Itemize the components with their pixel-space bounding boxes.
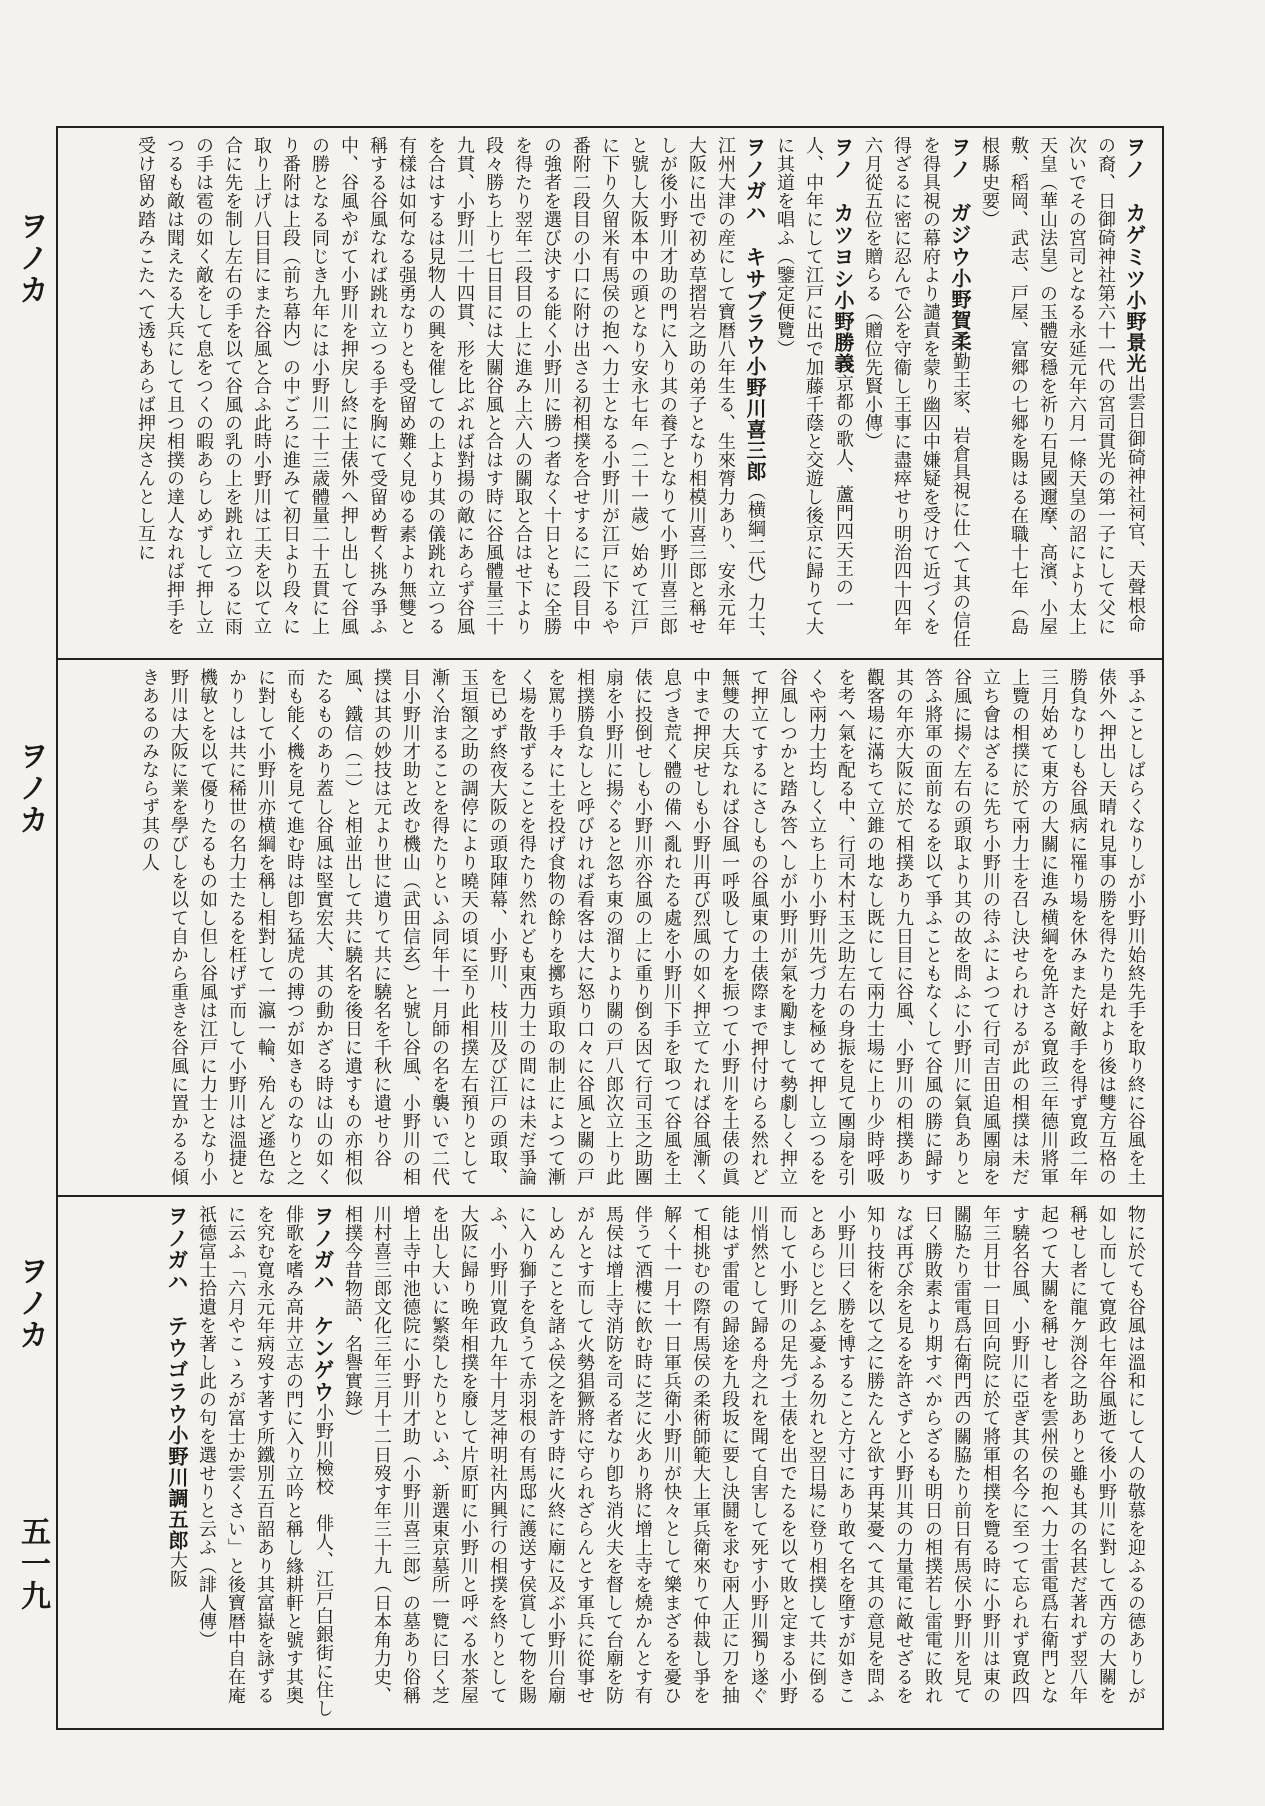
entry-text: 爭ふことしばらくなりしが小野川始終先手を取り終に谷風を土俵外へ押出し天晴れ見事の勝を得たり是れより後は雙方互格の勝負なりしも谷風病に罹り場を休みまた好敵手を得ず寛政二年三月始めて東方の大關に進み横綱を免許さる寛政三年德川將軍上覽の相撲に於て兩力士を召し決せられけるが此の相撲は未だ立ち會はざるに先ち小野川の待ふによつて行司吉田追風團扇を谷風に揚ぐ左右の頭取より其の故を問ふに小野川に氣負ありと答ふ將軍の面前なるを以て爭ふこともなくして谷風の勝に歸す其の年亦大阪に於て相撲あり九日目に谷風、小野川の相撲あり觀客場に滿ちて立錐の地なし既にして兩力士場に上り少時呼吸を考へ氣を配る中、行司木村玉之助左右の身振を見て團扇を引くや兩力士均しく立ち上り小野川先づ力を極めて押し立つるを谷風しつかと踏み答へしが小野川が氣を勵まして勢劇しく押立て押立てするにさしもの谷風東の土俵際まで押付けらる然れど無雙の大兵なれば谷風一呼吸して力を振つて小野川を土俵の眞中まで押戻せしも小野川再び烈風の如く押立てたれば谷風漸く息づき荒く體の備へ亂れたる處を小野川下手を取つて谷風を土俵に投倒せしも小野川亦谷風の上に重り倒る因て行司玉之助團扇を小野川に揚ぐると忽ち東の溜りより關の戸八郎次立上り此相撲勝負なしと呼びければ看客は大に怒り口々に谷風と關の戸を罵り手々に土を投げ食物の餘りを擲ち頭取の制止によつて漸く場を散ずることを得たり然れども東西力士の間には未だ爭論を已めず終夜大阪の頭取陣幕、小野川、枝川及び江戸の頭取、玉垣額之助の調停により曉天の頃に至り此相撲左右預りとして漸く治まることを得たりといふ同年十一月師の名を襲いで二代目小野川才助と改む機山（武田信玄）と號し谷風、小野川の相撲は其の妙技は元より世に遺りて共に驍名を千秋に遺せり谷風、鐵信（二）と相並出して共に驍名を後日に遺すもの亦相似たるものあり蓋し谷風は堅實宏大、其の動かざる時は山の如く而も能く機を見て進む時は卽ち猛虎の搏つが如きものなりと之に對して小野川亦横綱を稱し相對して一瀛一輪、殆んど遜色なかりしは共に稀世の名力士たるを枉げず而して小野川は溫捷と機敏とを以て優りたるもの如し但し谷風は江戸に力士となり小野川は大阪に業を學びしを以て自から重きを谷風に置かるる傾きあるのみならず其の人: [139, 668, 1146, 1186]
entry-text: 物に於ても谷風は溫和にして人の敬慕を迎ふるの德ありしが如し而して寛政七年谷風逝て後小野川に對して西方の大關を稱せし者に龍ケ渕谷之助ありと雖も其の名甚だ著れず翌八年起つて大關を稱せし者を雲州侯の抱へ力士雷電爲右衛門となす驍名谷風、小野川に亞ぎ其の名今に至つて忘られず寛政四年三月廿一日回向院に於て將軍相撲を覽る時に小野川は東の關脇たり雷電爲右衛門西の關脇たり前日有馬侯小野川を見て曰く勝敗素より期すべからざるも明日の相撲若し雷電に敗れなば再び余を見るを許さずと小野川其の力量電に敵せざるを知り技術を以て之に勝たんと欲す再某憂へて其の意見を問ふ小野川曰く勝を博すること方寸にあり敢て名を墮すが如きことあらじと乞ふ憂ふる勿れと翌日場に登り相撲して共に倒る而して小野川の足先づ土俵を出でたるを以て敗と定まる小野川悄然として歸る舟之れを聞て自害して死す小野川獨り遂ぐ能はず雷電の歸途を九段坂に要し決鬪を求む兩人正に刀を抽て相挑むの際有馬侯の柔術師範大上軍兵衛來りて仲裁し爭を解く十一月十一日軍兵衛小野川が快々として樂まざるを憂ひ伴うて酒樓に飲む時に芝に火あり將に增上寺を燒かんとす有馬侯は增上寺消防を司る者なり卽ち消火夫を督して台廟を防がんとす而して火勢猖獗將に守られざらんとす軍兵に從事せしめんことを諸ふ侯之を許す時に火終に廟に及ぶ小野川台廟に入り獅子を負うて赤羽根の有馬邸に護送す侯賞して物を賜ふ、小野川寛政九年十月芝神明社内興行の相撲を終りとして大阪に歸り晩年相撲を廢して片原町に小野川と呼べる水茶屋を出し大いに繁榮したりといふ、新選東京墓所一覽に曰く芝增上寺中池德院に小野川才助（小野川喜三郎）の墓あり俗稱川村喜三郎文化三年三月十二日歿す年三十九（日本角力史、相撲今昔物語、名譽實錄）: [342, 1205, 1146, 1705]
side-header-middle: ヲノカ: [13, 740, 48, 836]
entry-continuation: [135, 668, 1150, 1188]
entry-band-middle: [70, 668, 1150, 1188]
entry-heading: ヲノガハ ケンゲウ: [311, 1205, 335, 1403]
entry-heading: ヲノ カゲミツ: [1123, 136, 1147, 290]
entry: [162, 1205, 192, 1720]
band-divider-1: [56, 658, 1164, 660]
side-header-top: ヲノカ: [13, 210, 48, 306]
entry-band-bottom: [70, 1205, 1150, 1720]
entry-heading: ヲノ ガジウ: [948, 136, 972, 268]
entry-heading: ヲノガハ テウゴラウ: [165, 1205, 189, 1425]
entry-heading: ヲノ カツヨシ: [831, 136, 855, 290]
entry: [192, 1205, 338, 1720]
entry-name: 小野賀柔: [948, 268, 972, 352]
entry-name: 小野景光: [1123, 290, 1147, 374]
entry-name: 小野勝義: [831, 290, 855, 374]
entry: [770, 136, 858, 651]
side-header-bottom: ヲノカ: [13, 1255, 48, 1351]
entry-text: （横綱二代）力士、江州大津の産にして寶暦八年生る、生來膂力あり、安永元年大阪に出で初め草摺岩之助の弟子となり相模川喜三郎と稱せしが後小野川才助の門に入り其の養子となりて小野川喜三郎と號し大阪本中の頭となり安永七年（二十一歳）始めて江戸に下り久留米有馬侯の抱へ力士となる小野川が江戸に下るや番附二段目の小口に附け出さる初相撲を合せするに二段目中の強者を選び決する能く小野川に勝つ者なく十日ともに全勝を得たり翌年二段目の上に進み上六人の關取と合はせ下より段々勝ち上り七日目には大關谷風と合はす時に谷風體量三十九貫、小野川二十四貫、形を比ぶれば對揚の敵にあらず谷風を合はするは見物人の興を催しての上より其の儀跳れ立つる有樣は如何なる强勇なりとも受留め難く見ゆる素より無雙と稱する谷風なれば跳れ立つる手を胸にて受留め暫く挑み爭ふ中、谷風やがて小野川を押戻し終に土俵外へ押し出して谷風の勝となる同じき九年には小野川二十三歳體量二十五貫に上り番附は上段（前ち幕内）の中ごろに進みて初日より段々に取り上げ八日目にまた谷風と合ふ此時小野川は工夫を以て立合に先を制し左右の手を以て谷風の乳の上を跳れ立つるに雨の手は雹の如く敵をして息をつくの暇あらしめずして押し立つるも敵は聞えたる大兵にして且つ相撲の達人なれば押手を受け留め踏みこたへて透もあらば押戻さんとし互に: [135, 136, 766, 649]
entry-name: 小野川喜三郎: [743, 356, 767, 482]
entry-heading: ヲノガハ キサブラウ: [743, 136, 767, 356]
entry-text: 大阪: [167, 1551, 188, 1588]
page-number: 五一九: [15, 1516, 50, 1612]
band-divider-2: [56, 1195, 1164, 1197]
entry-continuation: [338, 1205, 1150, 1720]
entry: [131, 136, 770, 651]
entry: [975, 136, 1150, 651]
entry-text: 京都の歌人、蘆門四天王の一人、中年にして江戸に出で加藤千蔭と交遊し後京に歸りて大に其道を唱ふ（鑒定便覽）: [774, 136, 854, 636]
entry-text: 出雲日御碕神社祠官、天聲根命の裔、日御碕神社第六十一代の宮司貫光の第一子にして父に次いでその宮司となる永延元年六月一條天皇の詔により太上天皇（華山法皇）の玉體安穩を祈り石見國邇摩、高濱、小屋敷、稻岡、武志、戸屋、富郷の七郷を賜はる在職十七年（島根縣史要）: [979, 136, 1146, 636]
entry-name: 小野川調五郎: [165, 1425, 189, 1551]
entry: [858, 136, 975, 651]
entry-band-top: [70, 136, 1150, 651]
entry-text: 小野川檢校 俳人、江戸白銀街に住し俳歌を嗜み高井立志の門に入り立吟と稱し緣耕軒と號す其奥を究む寛永元年病歿す著す所鐵別五百韶あり其富嶽を詠ずるに云ふ「六月やこゝろが富士か雲くさい」と後寶暦中自在庵祇德富士拾遺を著し此の句を選せりと云ふ（誹人傳）: [196, 1205, 334, 1718]
entry-text: 勤王家、岩倉具視に仕へて其の信任を得具視の幕府より譴責を蒙り幽囚中嫌疑を受けて近づくを得ざるに密に忍んで公を守衞し王事に盡瘁せり明治四十四年六月從五位を贈らる（贈位先賢小傳）: [862, 136, 971, 648]
